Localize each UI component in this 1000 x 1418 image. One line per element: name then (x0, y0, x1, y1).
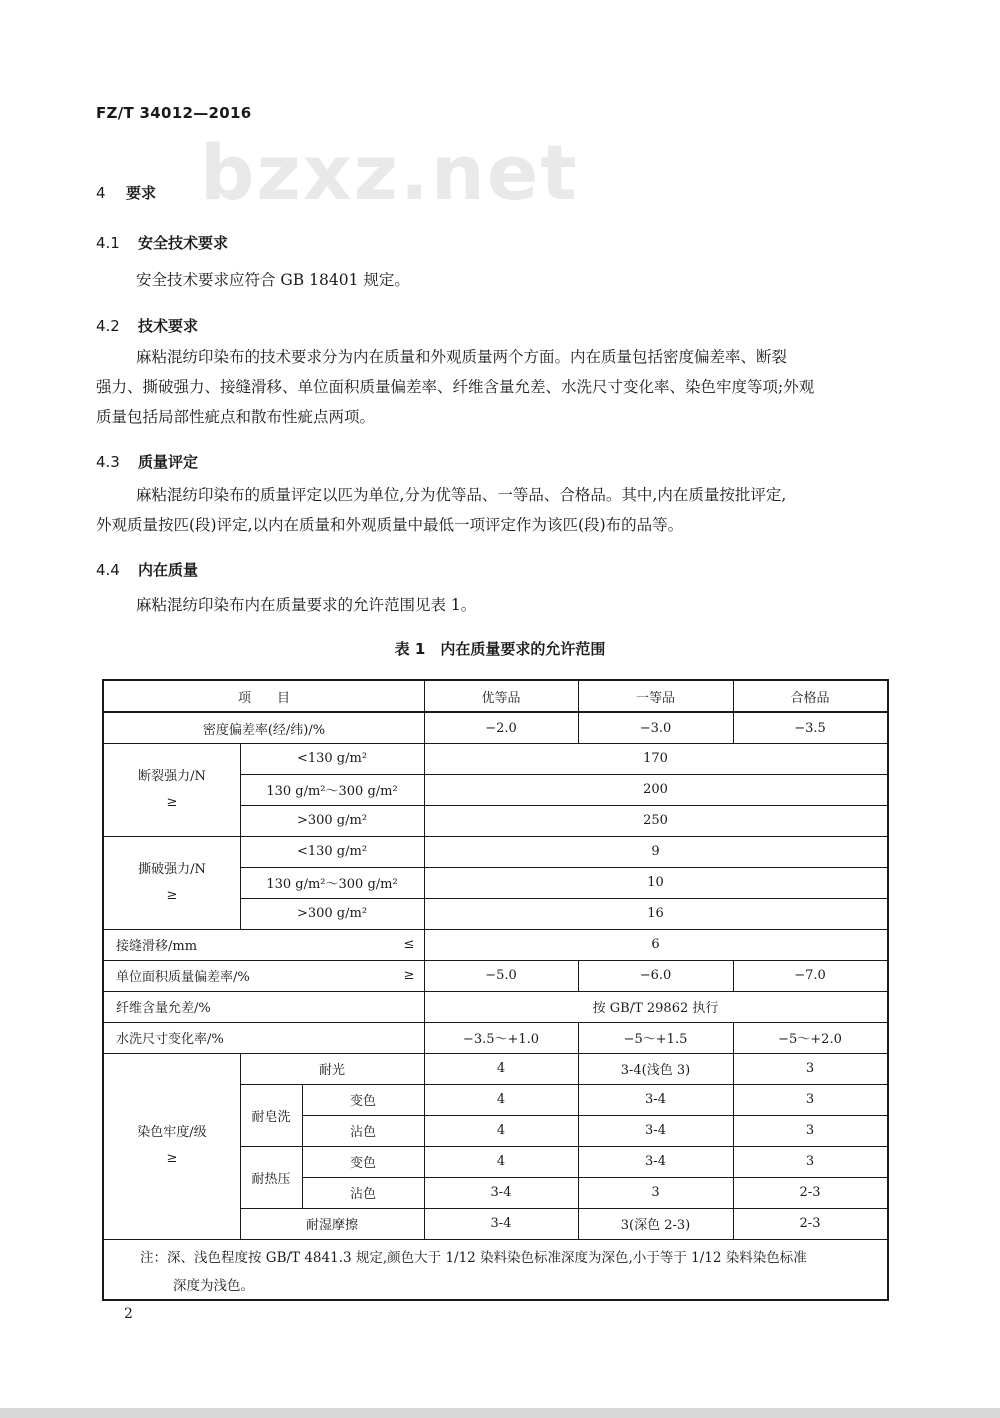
table-cell: 按 GB/T 29862 执行 (592, 1001, 719, 1016)
table-cell: −6.0 (639, 968, 672, 983)
page-bottom-edge (0, 1408, 1000, 1418)
table-note-line-2: 深度为浅色。 (173, 1278, 254, 1294)
table-cell: −3.5～+1.0 (462, 1032, 540, 1047)
table-cell: 200 (643, 782, 668, 797)
table-cell: 10 (647, 875, 664, 890)
header-grade-2: 一等品 (635, 690, 675, 706)
table-cell: 2-3 (799, 1185, 821, 1200)
ge-symbol: ≥ (166, 1151, 178, 1166)
table-cell: 250 (643, 813, 668, 828)
watermark: bzxz.net (200, 128, 579, 217)
header-item: 项 目 (237, 690, 290, 706)
section-4-2-line-2: 强力、撕破强力、接缝滑移、单位面积质量偏差率、纤维含量允差、水洗尺寸变化率、染色牢度等项;外观 (96, 378, 815, 396)
table-cell: 4 (496, 1092, 506, 1107)
section-4-heading (96, 182, 156, 203)
ge-symbol: ≥ (403, 968, 415, 983)
table-cell: 170 (643, 751, 668, 766)
table-cell: 沾色 (349, 1125, 376, 1140)
table-cell: 变色 (349, 1156, 376, 1171)
mass-deviation-label: 单位面积质量偏差率/% (116, 970, 250, 985)
table-cell: −5～+2.0 (778, 1032, 842, 1047)
wash-change-label: 水洗尺寸变化率/% (116, 1032, 224, 1047)
table-cell: −3.0 (639, 720, 672, 736)
table-cell: 4 (496, 1061, 506, 1076)
section-number: 4.4 (96, 561, 120, 579)
table-cell: −3.5 (794, 720, 826, 736)
hot-press-fastness-label: 耐热压 (251, 1171, 291, 1187)
table-cell: 130 g/m²～300 g/m² (266, 877, 398, 892)
section-4-2-heading (96, 315, 198, 336)
section-number: 4 (96, 184, 106, 202)
section-title: 技术要求 (138, 317, 199, 335)
table-cell: 3 (805, 1154, 815, 1169)
header-grade-3: 合格品 (790, 690, 830, 706)
table-cell: −2.0 (485, 720, 517, 736)
section-4-3-line-1: 麻粘混纺印染布的质量评定以匹为单位,分为优等品、一等品、合格品。其中,内在质量按批评定, (136, 486, 787, 504)
table-cell: >300 g/m² (296, 906, 368, 921)
table-caption: 表 1 内在质量要求的允许范围 (394, 640, 606, 658)
section-title: 要求 (126, 184, 157, 202)
section-number: 4.3 (96, 453, 120, 471)
table-cell: 3 (805, 1123, 815, 1138)
section-4-3-heading (96, 451, 198, 472)
table-cell: 3 (805, 1092, 815, 1107)
ge-symbol: ≥ (166, 887, 178, 903)
table-cell: 3 (651, 1185, 660, 1200)
breaking-strength-title: 断裂强力/N (138, 768, 206, 784)
table-cell: 16 (647, 906, 664, 921)
soap-fastness-label: 耐皂洗 (251, 1109, 291, 1125)
section-4-4-body: 麻粘混纺印染布内在质量要求的允许范围见表 1。 (136, 596, 477, 614)
table-cell: 4 (496, 1123, 506, 1138)
color-fastness-title: 染色牢度/级 (137, 1125, 207, 1140)
section-4-2-line-1: 麻粘混纺印染布的技术要求分为内在质量和外观质量两个方面。内在质量包括密度偏差率、断裂 (136, 348, 788, 366)
table-cell: <130 g/m² (296, 844, 368, 859)
table-rule (104, 1239, 887, 1240)
table-cell: −5.0 (485, 968, 517, 983)
color-fastness-label (104, 1053, 240, 1239)
section-title: 质量评定 (138, 453, 199, 471)
header-grade-1: 优等品 (481, 690, 521, 706)
table-cell: 2-3 (799, 1216, 821, 1231)
table-cell: 3 (805, 1061, 815, 1076)
section-number: 4.2 (96, 317, 120, 335)
table-cell: 3-4 (645, 1092, 666, 1107)
density-label: 密度偏差率(经/纬)/% (202, 722, 326, 738)
section-number: 4.1 (96, 234, 120, 252)
table-cell: 3-4 (490, 1185, 512, 1200)
table-cell: 9 (651, 844, 660, 859)
section-title: 内在质量 (138, 561, 199, 579)
section-4-1-heading (96, 232, 228, 253)
light-fastness-label: 耐光 (318, 1063, 345, 1078)
ge-symbol: ≥ (166, 794, 178, 810)
table-cell: 3-4 (490, 1216, 512, 1231)
table-cell: <130 g/m² (296, 751, 368, 766)
fiber-content-label: 纤维含量允差/% (116, 1001, 211, 1016)
wet-rubbing-label: 耐湿摩擦 (305, 1218, 358, 1233)
table-cell: 变色 (349, 1094, 376, 1109)
seam-slippage-label: 接缝滑移/mm (116, 939, 198, 954)
table-cell: 3-4(浅色 3) (620, 1063, 691, 1078)
table-cell: 6 (651, 937, 660, 952)
table-cell: 3-4 (645, 1123, 666, 1138)
breaking-strength-label (104, 743, 240, 836)
section-4-2-line-3: 质量包括局部性疵点和散布性疵点两项。 (96, 408, 376, 426)
table-cell: −5～+1.5 (623, 1032, 688, 1047)
section-4-3-line-2: 外观质量按匹(段)评定,以内在质量和外观质量中最低一项评定作为该匹(段)布的品等。 (96, 516, 684, 534)
section-4-4-heading (96, 559, 198, 580)
quality-table (102, 679, 889, 1301)
page-number: 2 (124, 1306, 133, 1322)
tearing-strength-label (104, 836, 240, 929)
document-id: FZ/T 34012—2016 (96, 104, 252, 122)
table-cell: 3(深色 2-3) (620, 1218, 691, 1233)
table-cell: 3-4 (645, 1154, 666, 1169)
tearing-strength-title: 撕破强力/N (138, 861, 206, 877)
table-cell: 130 g/m²～300 g/m² (266, 784, 398, 799)
table-cell: >300 g/m² (296, 813, 368, 828)
le-symbol: ≤ (403, 937, 415, 952)
section-title: 安全技术要求 (138, 234, 229, 252)
table-note (140, 1244, 880, 1300)
table-cell: 4 (496, 1154, 506, 1169)
table-cell: 沾色 (349, 1187, 376, 1202)
section-4-1-body: 安全技术要求应符合 GB 18401 规定。 (136, 271, 410, 289)
table-note-line-1: 注：深、浅色程度按 GB/T 4841.3 规定,颜色大于 1/12 染料染色标准深度为深色,小于等于 1/12 染料染色标准 (140, 1250, 807, 1266)
table-cell: −7.0 (794, 968, 826, 983)
